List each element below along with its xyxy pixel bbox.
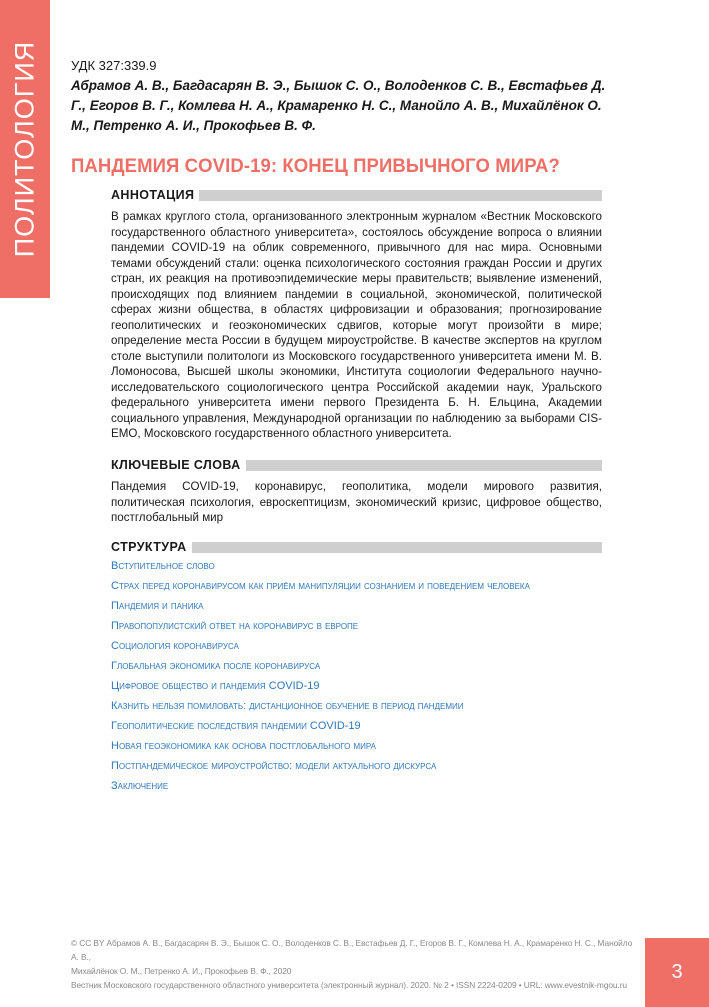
toc-link[interactable]: Социология коронавируса	[111, 640, 239, 652]
annotation-text: В рамках круглого стола, организованного электронным журналом «Вестник Московского государственного областного университета», состоялось обсуждение вопроса о влиянии пандемии COVID-19 на облик современного, привычного для нас мира. Основными темами обсуждений стали: оценка психологического состояния граждан России и других стран, их реакция на противоэпидемические меры правительств; выявление изменений, происходящих под влиянием пандемии в социальной, экономической, политической сферах жизни общества, в областях цифровизации и образования; прогнозирование геополитических и геоэкономических сдвигов, которые могут произойти в мире; определение места России в будущем мироустройстве. В качестве экспертов на круглом столе выступили политологи из Московского государственного университета имени М. В. Ломоносова, Высшей школы экономики, Института социологии Федерального научно-исследовательского социологического центра Российской академии наук, Уральского федерального университета имени первого Президента Б. Н. Ельцина, Академии социального управления, Международной организации по наблюдению за выборами CIS-EMO, Московского государственного областного университета.	[111, 210, 602, 440]
page-footer	[71, 936, 636, 992]
keywords-heading	[111, 458, 602, 472]
keywords-text: Пандемия COVID-19, коронавирус, геополитика, модели мирового развития, политическая психология, евроскептицизм, экономический кризис, цифровое общество, постглобальный мир	[111, 480, 602, 524]
footer-journal: Вестник Московского государственного областного университета (электронный журнал). 2020. № 2 • ISSN 2224-0209 • URL: www.evestnik-mgou.ru	[71, 980, 627, 990]
toc-link[interactable]: Цифровое общество и пандемия COVID-19	[111, 680, 320, 692]
toc-link[interactable]: Геополитические последствия пандемии COVID-19	[111, 720, 361, 732]
structure-heading	[111, 540, 602, 554]
page-number: 3	[671, 961, 683, 983]
page-number-box	[645, 938, 709, 1007]
footer-copyright-cont: Михайлёнок О. М., Петренко А. И., Прокофьев В. Ф., 2020	[71, 966, 292, 976]
heading-divider-bar	[192, 542, 602, 553]
section-side-band	[0, 0, 50, 298]
toc-link[interactable]: Глобальная экономика после коронавируса	[111, 660, 321, 672]
heading-divider-bar	[246, 460, 602, 471]
authors: Абрамов А. В., Багдасарян В. Э., Бышок С. О., Володенков С. В., Евстафьев Д. Г., Егоров В. Г., Комлева Н. А., Крамаренко Н. С., Манойло А. В., Михайлёнок О. М., Петренко А. И., Прокофьев В. Ф.	[71, 78, 606, 133]
section-label: ПОЛИТОЛОГИЯ	[9, 40, 40, 258]
toc-link[interactable]: Новая геоэкономика как основа постглобального мира	[111, 740, 377, 752]
annotation-heading	[111, 188, 602, 202]
structure-list	[111, 560, 602, 800]
article-title: ПАНДЕМИЯ COVID-19: КОНЕЦ ПРИВЫЧНОГО МИРА?	[71, 155, 560, 177]
heading-divider-bar	[199, 190, 602, 201]
footer-copyright: © CC BY Абрамов А. В., Багдасарян В. Э., Бышок С. О., Володенков С. В., Евстафьев Д. Г., Егоров В. Г., Комлева Н. А., Крамаренко Н. С., Манойло А. В.,	[71, 938, 633, 962]
toc-link[interactable]: Заключение	[111, 780, 169, 792]
toc-link[interactable]: Правопопулистский ответ на коронавирус в европе	[111, 620, 359, 632]
toc-link[interactable]: Пандемия и паника	[111, 600, 204, 612]
toc-link[interactable]: Казнить нельзя помиловать: дистанционное обучение в период пандемии	[111, 700, 464, 712]
toc-link[interactable]: Вступительное слово	[111, 560, 215, 572]
keywords-heading-label: КЛЮЧЕВЫЕ СЛОВА	[111, 458, 241, 472]
udc-code: УДК 327:339.9	[71, 58, 157, 73]
toc-link[interactable]: Постпандемическое мироустройство: модели актуального дискурса	[111, 760, 437, 772]
annotation-heading-label: АННОТАЦИЯ	[111, 188, 195, 202]
toc-link[interactable]: Страх перед коронавирусом как приём манипуляции сознанием и поведением человека	[111, 580, 530, 592]
structure-heading-label: СТРУКТУРА	[111, 540, 187, 554]
